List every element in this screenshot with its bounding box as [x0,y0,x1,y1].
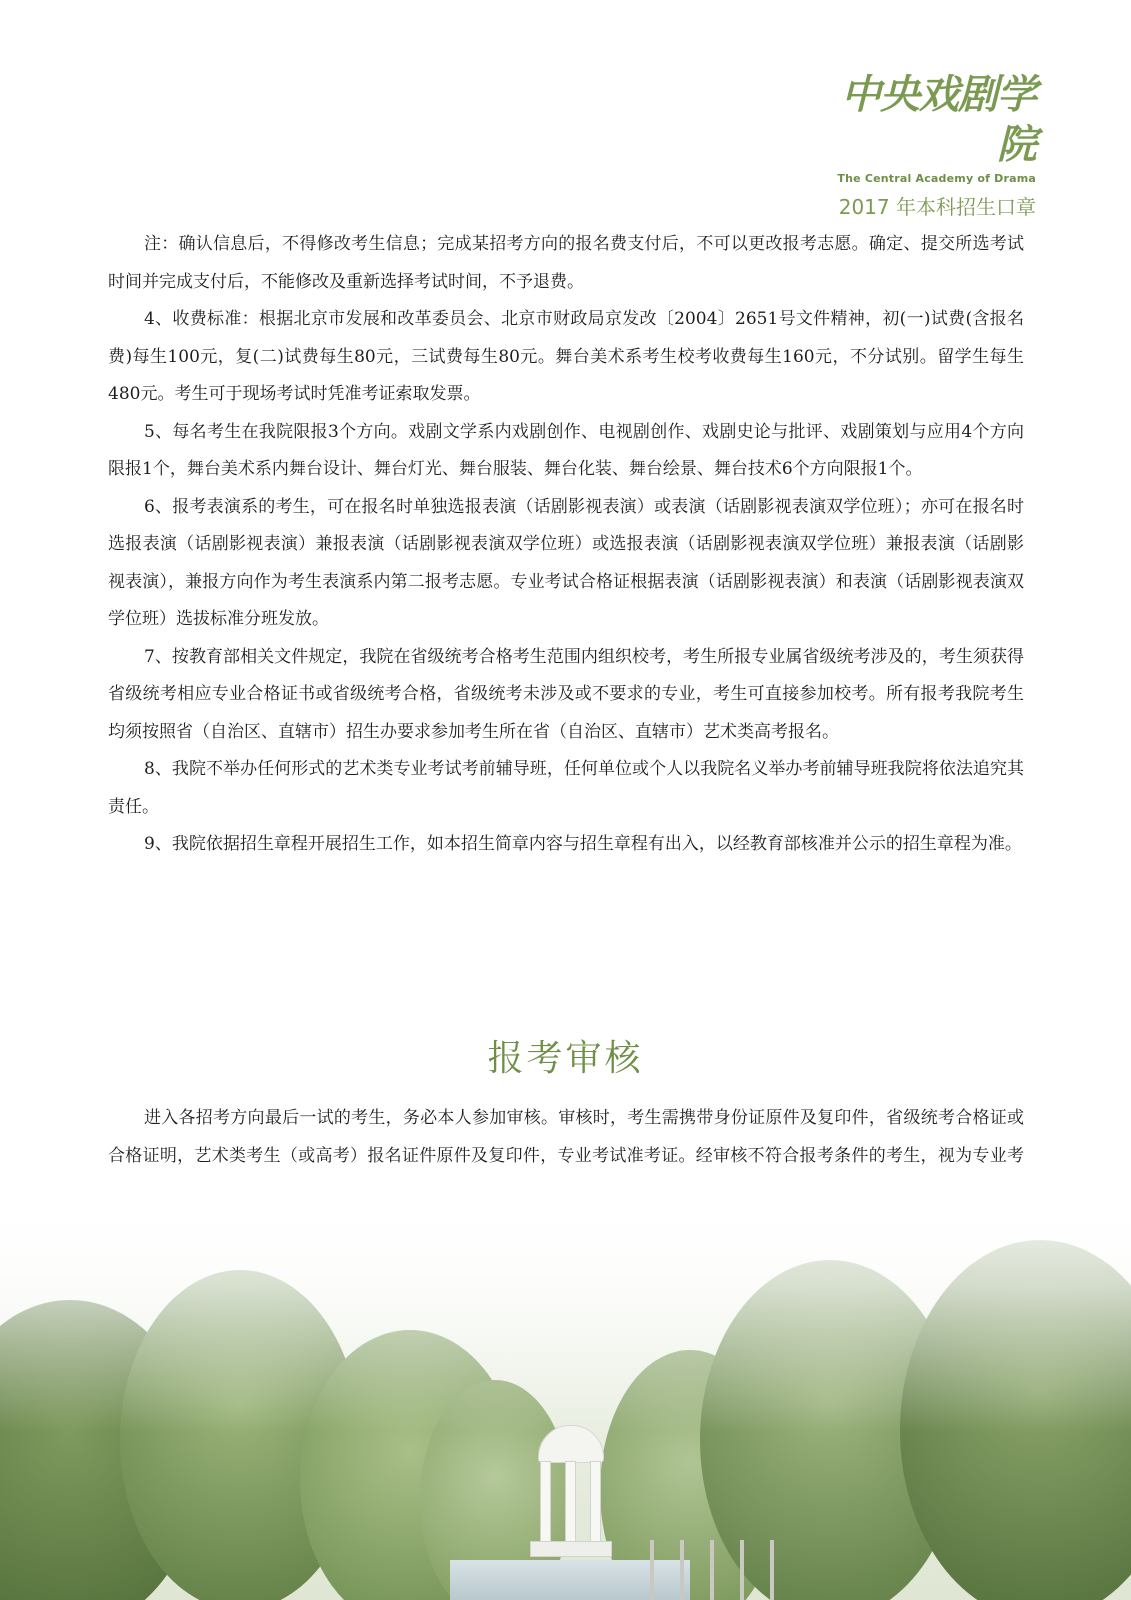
paragraph-8: 8、我院不举办任何形式的艺术类专业考试考前辅导班，任何单位或个人以我院名义举办考前辅导班我院将依法追究其责任。 [108,759,1024,817]
paragraph-5: 5、每名考生在我院限报3个方向。戏剧文学系内戏剧创作、电视剧创作、戏剧史论与批评、戏剧策划与应用4个方向限报1个，舞台美术系内舞台设计、舞台灯光、舞台服装、舞台化装、舞台绘景、舞台技术6个方向限报1个。 [108,421,1024,479]
pavilion-pillar [540,1461,551,1543]
pavilion-base [530,1541,612,1557]
section-body: 进入各招考方向最后一试的考生，务必本人参加审核。审核时，考生需携带身份证原件及复印件，省级统考合格证或合格证明，艺术类考生（或高考）报名证件原件及复印件，专业考试准考证。经审核不符合报考条件的考生，视为专业考 [108,1108,1024,1166]
header [806,70,1036,220]
main-text [108,226,1024,864]
railing-post [650,1540,654,1600]
pavilion-pillar [590,1461,601,1543]
paragraph-6: 6、报考表演系的考生，可在报名时单独选报表演（话剧影视表演）或表演（话剧影视表演双学位班）；亦可在报名时选报表演（话剧影视表演）兼报表演（话剧影视表演双学位班）或选报表演（话剧影视表演双学位班）兼报表演（话剧影视表演），兼报方向作为考生表演系内第二报考志愿。专业考试合格证根据表演（话剧影视表演）和表演（话剧影视表演双学位班）选拔标准分班发放。 [108,496,1024,629]
paragraph-4: 4、收费标准：根据北京市发展和改革委员会、北京市财政局京发改〔2004〕2651号文件精神，初(一)试费(含报名费)每生100元，复(二)试费每生80元，三试费每生80元。舞台美术系考生校考收费每生160元，不分试别。留学生每生480元。考生可于现场考试时凭准考证索取发票。 [108,309,1024,404]
paragraph-note: 注：确认信息后，不得修改考生信息；完成某招考方向的报名费支付后，不可以更改报考志愿。确定、提交所选考试时间并完成支付后，不能修改及重新选择考试时间，不予退费。 [108,234,1024,292]
railing-post [680,1540,684,1600]
railing-post [710,1540,714,1600]
pavilion-pillar [565,1461,576,1543]
paragraph-7: 7、按教育部相关文件规定，我院在省级统考合格考生范围内组织校考，考生所报专业属省级统考涉及的，考生须获得省级统考相应专业合格证书或省级统考合格，省级统考未涉及或不要求的专业，考生可直接参加校考。所有报考我院考生均须按照省（自治区、直辖市）招生办要求参加考生所在省（自治区、直辖市）艺术类高考报名。 [108,646,1024,742]
paragraph-9: 9、我院依据招生章程开展招生工作，如本招生简章内容与招生章程有出入，以经教育部核准并公示的招生章程为准。 [144,834,1022,854]
railing-post [740,1540,744,1600]
logo-english: The Central Academy of Drama [837,172,1036,185]
logo-chinese: 中央戏剧学院 [841,71,1036,168]
pavilion-dome [538,1425,604,1463]
section-title: 报考审核 [487,1038,644,1079]
campus-photo [0,1180,1131,1600]
header-title: 2017 年本科招生口章 [838,195,1036,219]
pond [450,1560,690,1600]
railing-post [770,1540,774,1600]
